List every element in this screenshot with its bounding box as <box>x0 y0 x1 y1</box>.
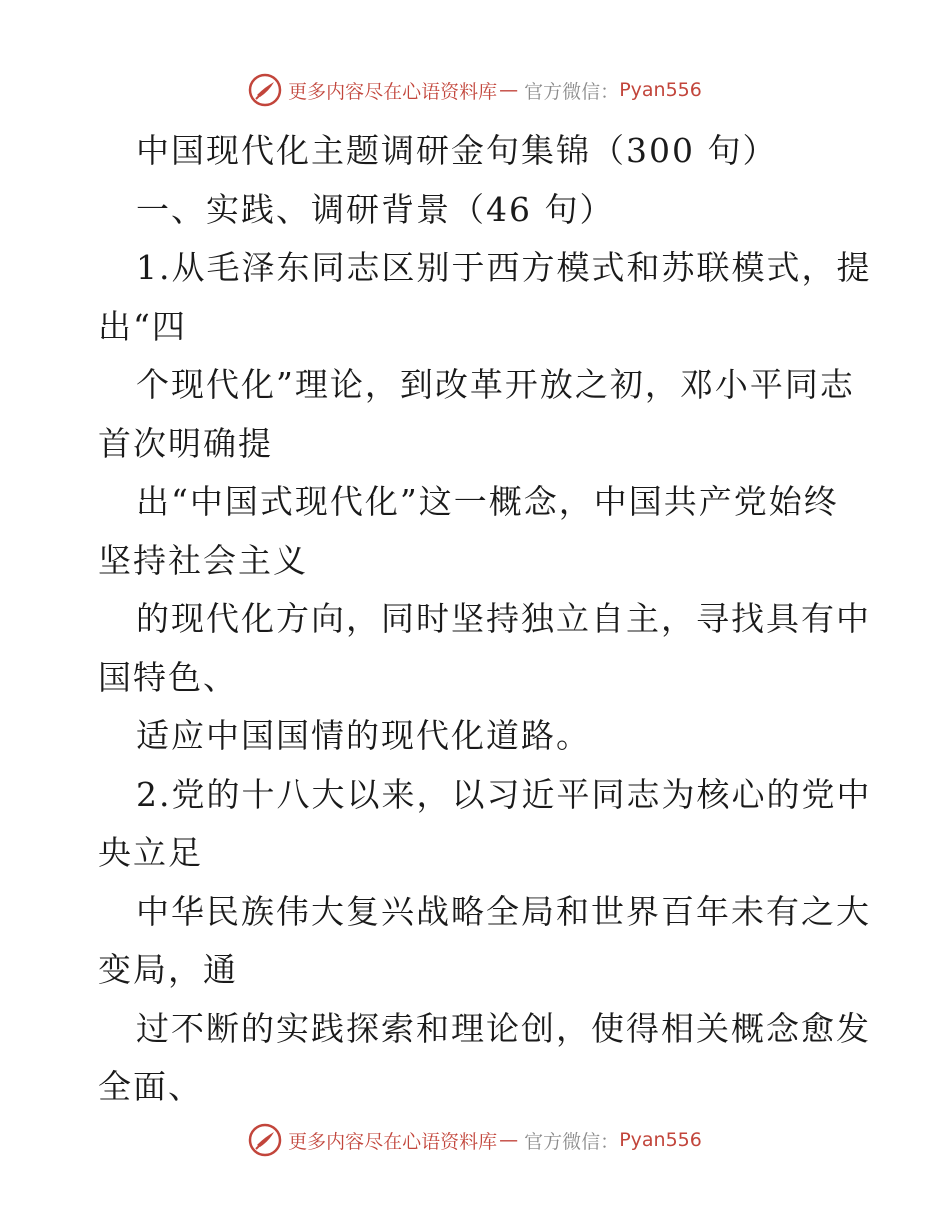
quill-book-icon <box>248 1123 282 1157</box>
section-heading: 一、实践、调研背景（46 句） <box>136 189 615 229</box>
wechat-handle: Pyan556 <box>619 79 702 101</box>
text-line: 的现代化方向，同时坚持独立自主，寻找具有中 <box>136 599 871 638</box>
text-line: 出“中国式现代化”这一概念，中国共产党始终 <box>136 482 839 521</box>
brand-text: 更多内容尽在心语资料库 <box>288 80 498 103</box>
wechat-label: 官方微信： <box>524 1130 620 1153</box>
text-line: 1.从毛泽东同志区别于西方模式和苏联模式，提 <box>136 248 872 287</box>
text-line: 国特色、 <box>98 657 238 697</box>
text-line: 个现代化”理论，到改革开放之初，邓小平同志 <box>136 365 855 404</box>
document-body <box>98 122 872 1117</box>
text-line: 适应中国国情的现代化道路。 <box>136 716 591 755</box>
brand-text: 更多内容尽在心语资料库 <box>288 1130 498 1153</box>
wechat-handle: Pyan556 <box>619 1129 702 1151</box>
footer-watermark <box>0 1120 950 1160</box>
document-title: 中国现代化主题调研金句集锦（300 句） <box>136 131 778 170</box>
text-line: 出“四 <box>98 306 187 346</box>
text-line: 首次明确提 <box>98 423 273 463</box>
text-line: 过不断的实践探索和理论创，使得相关概念愈发 <box>136 1008 871 1048</box>
text-line: 央立足 <box>98 833 203 872</box>
text-line: 变局，通 <box>98 950 238 989</box>
separator-dash: — <box>499 79 519 101</box>
text-line: 全面、 <box>98 1067 203 1106</box>
text-line: 中华民族伟大复兴战略全局和世界百年未有之大 <box>136 891 871 931</box>
separator-dash: — <box>499 1129 519 1151</box>
text-line: 2.党的十八大以来，以习近平同志为核心的党中 <box>136 774 872 814</box>
quill-book-icon <box>248 73 282 107</box>
header-watermark <box>0 70 950 110</box>
wechat-label: 官方微信： <box>524 80 620 103</box>
text-line: 坚持社会主义 <box>98 540 308 580</box>
